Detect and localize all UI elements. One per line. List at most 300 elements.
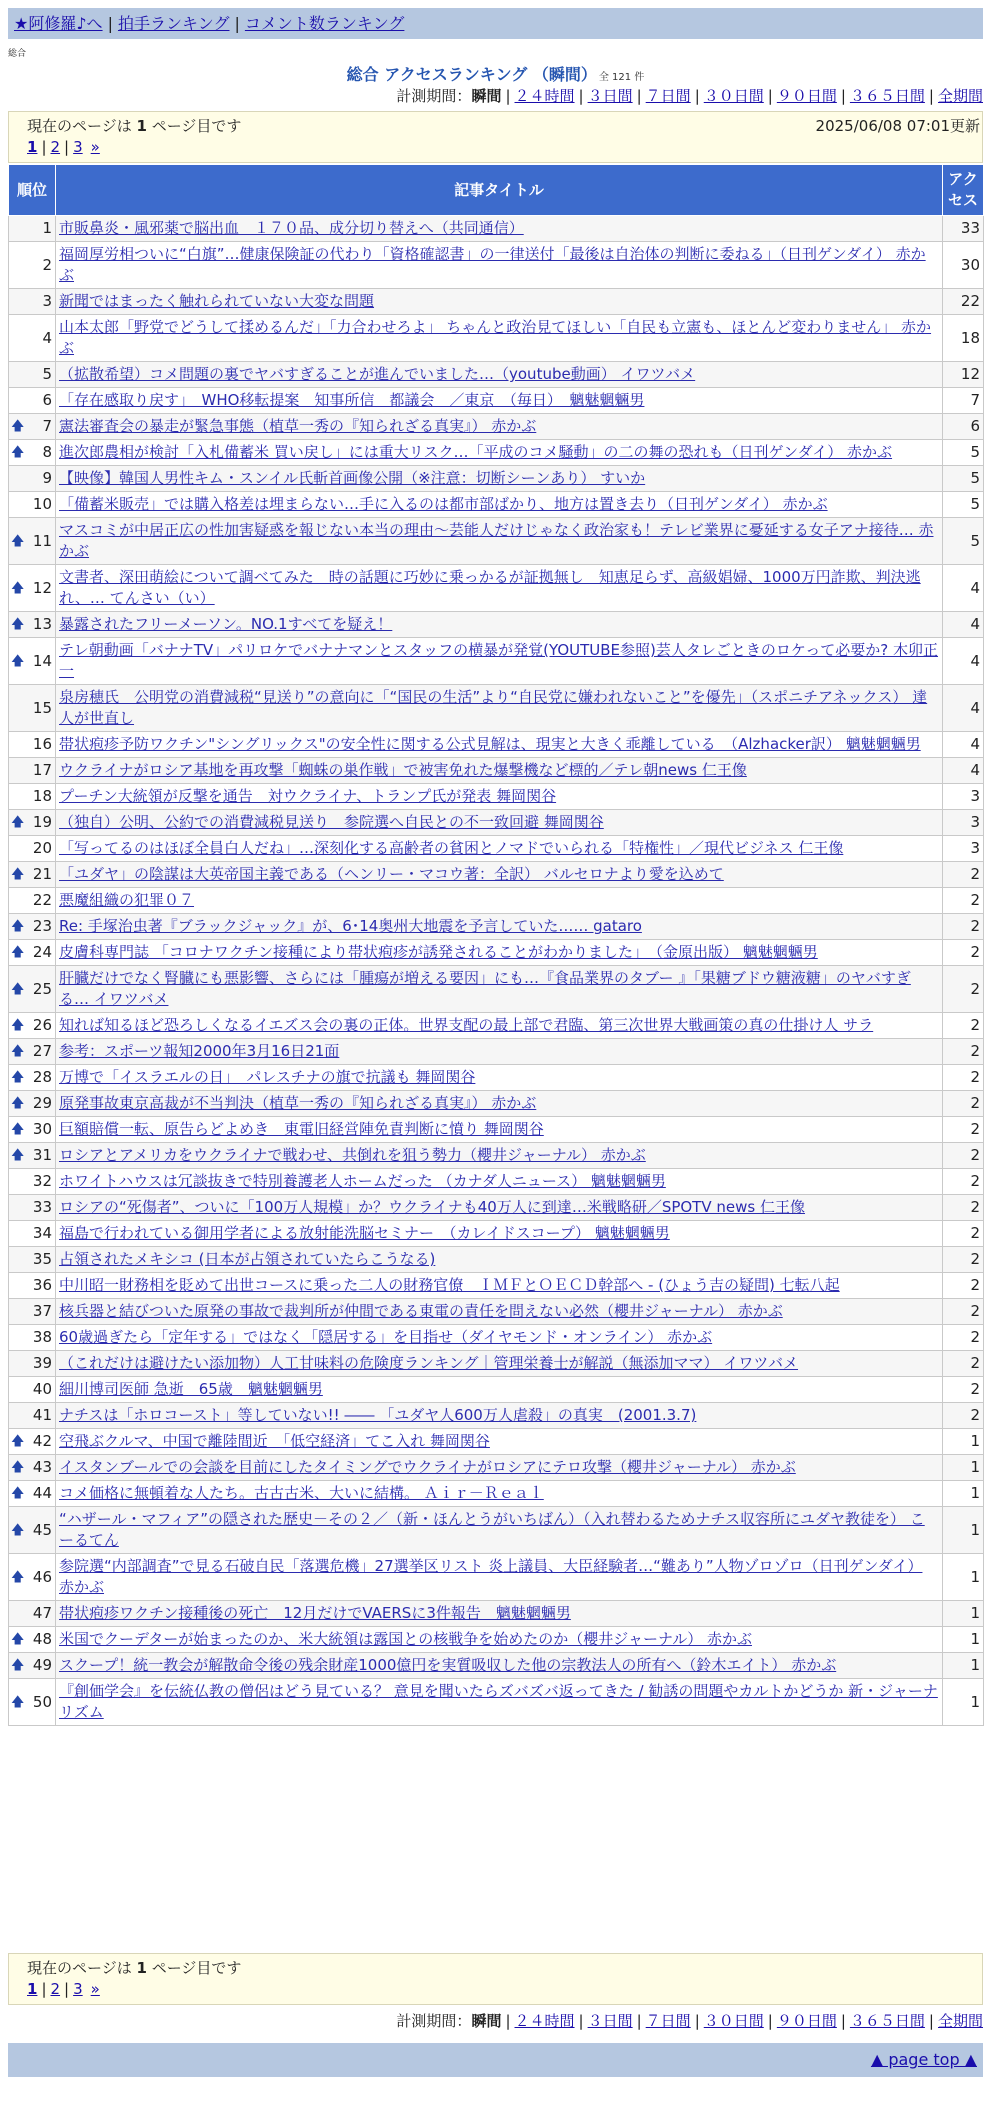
rank-cell [9,862,56,888]
rank-number: 46 [32,1567,52,1586]
table-row [9,810,984,836]
up-arrow-icon: 🡅 [11,919,25,934]
article-link[interactable]: 米国でクーデターが始まったのか、米大統領は露国との核戦争を始めたのか（櫻井ジャーナル） 赤かぶ [59,1630,752,1648]
article-link[interactable]: 帯状疱疹ワクチン接種後の死亡 12月だけでVAERSに3件報告 魑魅魍魎男 [59,1604,571,1622]
period-selector-bottom: 計測期間：瞬間 | ２４時間 | ３日間 | ７日間 | ３０日間 | ９０日間 | ３６５日間 | 全期間 [396,2012,983,2030]
table-row [9,1039,984,1065]
table-row [9,466,984,492]
up-arrow-icon: 🡅 [11,419,25,434]
period-link-365d[interactable]: ３６５日間 [849,2012,925,2030]
rank-cell [9,1679,56,1726]
rank-number: 15 [32,698,52,717]
table-row [9,1169,984,1195]
up-arrow-icon: 🡅 [11,653,25,669]
updated-time: 2025/06/08 07:01更新 [815,117,980,135]
table-row [9,1143,984,1169]
rank-number: 14 [32,651,52,670]
table-row [9,1601,984,1627]
title-cell [56,315,943,362]
article-link[interactable]: ホワイトハウスは冗談抜きで特別養護老人ホームだった （カナダ人ニュース） 魑魅魍魎男 [59,1172,666,1190]
article-link[interactable]: 山本太郎「野党でどうして揉めるんだ」「力合わせろよ」 ちゃんと政治見てほしい「自民も立憲も、ほとんど変わりません」 赤かぶ [59,318,932,357]
access-count: 2 [943,940,984,966]
period-selector-top: 計測期間：瞬間 | ２４時間 | ３日間 | ７日間 | ３０日間 | ９０日間 | ３６５日間 | 全期間 [396,87,983,105]
page-links: 1 | 2 | 3 » [27,1980,100,1998]
up-arrow-icon: 🡅 [11,1486,25,1501]
article-link[interactable]: （独自）公明、公約での消費減税見送り 参院選へ自民との不一致回避 舞岡関谷 [59,813,604,831]
period-link-30d[interactable]: ３０日間 [703,87,764,105]
article-link[interactable]: 「写ってるのはほぼ全員白人だね」…深刻化する高齢者の貧困とノマドでいられる「特権性」／現代ビジネス 仁王像 [59,839,844,857]
up-arrow-icon: 🡅 [11,1096,25,1111]
period-link-7d[interactable]: ７日間 [645,87,691,105]
rank-cell [9,1429,56,1455]
article-link[interactable]: イスタンブールでの会談を目前にしたタイミングでウクライナがロシアにテロ攻撃（櫻井ジャーナル） 赤かぶ [59,1458,796,1476]
rank-number: 26 [32,1016,52,1034]
page-link-3[interactable]: 3 [73,138,83,156]
title-cell [56,216,943,242]
title-cell [56,1013,943,1039]
access-count: 2 [943,1065,984,1091]
period-link-365d[interactable]: ３６５日間 [849,87,925,105]
rank-cell [9,1627,56,1653]
up-arrow-icon: 🡅 [11,1122,25,1137]
article-link[interactable]: 中川昭一財務相を貶めて出世コースに乗った二人の財務官僚 ＩＭＦとＯＥＣＤ幹部へ - (ひょう吉の疑問) 七転八起 [59,1276,840,1294]
up-arrow-icon: 🡅 [11,1460,25,1475]
rank-cell [9,1039,56,1065]
table-row [9,1429,984,1455]
access-count: 2 [943,1169,984,1195]
table-row [9,414,984,440]
title-cell [56,1247,943,1273]
access-count: 2 [943,966,984,1013]
rank-cell [9,888,56,914]
rank-number: 49 [32,1656,52,1674]
title-cell [56,914,943,940]
rank-cell [9,1273,56,1299]
rank-cell [9,466,56,492]
table-row [9,862,984,888]
rank-cell [9,966,56,1013]
up-arrow-icon: 🡅 [11,1522,25,1538]
title-cell [56,1325,943,1351]
article-link[interactable]: プーチン大統領が反撃を通告 対ウクライナ、トランプ氏が発表 舞岡関谷 [59,787,557,805]
table-row [9,732,984,758]
title-cell [56,1169,943,1195]
access-count: 2 [943,1325,984,1351]
rank-number: 22 [32,891,52,909]
article-link[interactable]: 帯状疱疹予防ワクチン"シングリックス"の安全性に関する公式見解は、現実と大きく乖離している （Alzhacker訳） 魑魅魍魎男 [59,735,921,753]
rank-cell [9,289,56,315]
table-row [9,518,984,565]
rank-cell [9,1091,56,1117]
access-count: 30 [943,242,984,289]
table-row [9,492,984,518]
rank-number: 45 [32,1520,52,1539]
up-arrow-icon: 🡅 [11,1018,25,1033]
breadcrumb: 総合 [8,49,27,59]
rank-cell [9,1554,56,1601]
page-link-3[interactable]: 3 [73,1980,83,1998]
access-count: 3 [943,784,984,810]
access-count: 33 [943,216,984,242]
access-count: 2 [943,1117,984,1143]
article-link[interactable]: 知れば知るほど恐ろしくなるイエズス会の裏の正体。世界支配の最上部で君臨、第三次世界大戦画策の真の仕掛け人 サラ [59,1016,874,1034]
title-cell [56,685,943,732]
table-row [9,784,984,810]
page-status: 現在のページは 1 ページ目です [27,1959,242,1977]
article-link[interactable]: 参考：スポーツ報知2000年3月16日21面 [59,1042,340,1060]
title-cell [56,466,943,492]
up-arrow-icon: 🡅 [11,580,25,596]
rank-cell [9,784,56,810]
table-row [9,1325,984,1351]
article-link[interactable]: 巨額賠償一転、原告らどよめき 東電旧経営陣免責判断に憤り 舞岡関谷 [59,1120,544,1138]
up-arrow-icon: 🡅 [11,1070,25,1085]
title-cell [56,414,943,440]
title-cell [56,492,943,518]
title-cell [56,1377,943,1403]
rank-number: 6 [42,391,52,409]
article-link[interactable]: 福島で行われている御用学者による放射能洗脳セミナー （カレイドスコープ） 魑魅魍魎男 [59,1224,670,1242]
rank-number: 34 [32,1224,52,1242]
rank-cell [9,1195,56,1221]
col-header-rank: 順位 [9,165,56,216]
rank-number: 18 [32,787,52,805]
table-row [9,1195,984,1221]
rank-cell [9,1377,56,1403]
rank-number: 35 [32,1250,52,1268]
table-row [9,1273,984,1299]
article-link[interactable]: 肝臓だけでなく腎臓にも悪影響、さらには「腫瘍が増える要因」にも…『食品業界のタブー 』「果糖ブドウ糖液糖」のヤバすぎる… イワツバメ [59,969,911,1008]
article-link[interactable]: “ハザール・マフィア”の隠された歴史－その２／（新・ほんとうがいちばん）（入れ替わるためナチス収容所にユダヤ教徒を） こーるてん [59,1510,925,1549]
rank-number: 36 [32,1276,52,1294]
nav-link-asyura[interactable]: ★阿修羅♪へ [14,14,103,33]
table-row [9,1351,984,1377]
title-cell [56,1429,943,1455]
col-header-title: 記事タイトル [56,165,943,216]
rank-cell [9,1143,56,1169]
article-link[interactable]: 『創価学会』を伝統仏教の僧侶はどう見ている？ 意見を聞いたらズバズバ返ってきた / 勧誘の問題やカルトかどうか 新・ジャーナリズム [59,1682,938,1721]
table-row [9,612,984,638]
access-count: 1 [943,1601,984,1627]
period-link-30d[interactable]: ３０日間 [703,2012,764,2030]
access-count: 6 [943,414,984,440]
table-row [9,888,984,914]
title-cell [56,1039,943,1065]
access-count: 2 [943,1143,984,1169]
access-count: 4 [943,732,984,758]
title-cell [56,1507,943,1554]
rank-number: 3 [42,292,52,310]
title-cell [56,388,943,414]
table-row [9,685,984,732]
title-cell [56,1403,943,1429]
period-link-24h[interactable]: ２４時間 [514,2012,575,2030]
title-cell [56,242,943,289]
article-link[interactable]: マスコミが中居正広の性加害疑惑を報じない本当の理由〜芸能人だけじゃなく政治家も！テレビ業界に憂延する女子アナ接待… 赤かぶ [59,521,934,560]
article-link[interactable]: ロシアの“死傷者”、ついに「100万人規模」か？ウクライナも40万人に到達…米戦略研／SPOTV news 仁王像 [59,1198,805,1216]
table-row [9,216,984,242]
article-link[interactable]: ロシアとアメリカをウクライナで戦わせ、共倒れを狙う勢力（櫻井ジャーナル） 赤かぶ [59,1146,646,1164]
rank-cell [9,1169,56,1195]
rank-number: 1 [42,219,52,237]
up-arrow-icon: 🡅 [11,1569,25,1585]
rank-cell [9,1065,56,1091]
nav-separator: | [107,14,113,33]
rank-number: 21 [32,865,52,883]
up-arrow-icon: 🡅 [11,1694,25,1710]
up-arrow-icon: 🡅 [11,1148,25,1163]
article-link[interactable]: 進次郎農相が検討「入札備蓄米 買い戻し」には重大リスク…「平成のコメ騒動」の二の舞の恐れも（日刊ゲンダイ） 赤かぶ [59,443,893,461]
rank-number: 20 [32,839,52,857]
article-link[interactable]: 新聞ではまったく触れられていない大変な問題 [59,292,375,310]
article-link[interactable]: 悪魔組織の犯罪０７ [59,891,195,909]
table-row [9,1117,984,1143]
table-row [9,565,984,612]
article-link[interactable]: テレ朝動画「バナナTV」パリロケでバナナマンとスタッフの横暴が発覚(YOUTUBE参照)芸人タレごときのロケって必要か? 木卯正一 [59,641,939,680]
nav-separator: | [234,14,240,33]
access-count: 3 [943,836,984,862]
rank-cell [9,758,56,784]
article-link[interactable]: ナチスは「ホロコースト」等していない!! ―― 「ユダヤ人600万人虐殺」の真実 (2001.3.7) [59,1406,697,1424]
page-link-current[interactable]: 1 [27,138,38,156]
article-link[interactable]: 万博で「イスラエルの日」 パレスチナの旗で抗議も 舞岡関谷 [59,1068,476,1086]
title-cell [56,862,943,888]
title-cell [56,1143,943,1169]
rank-cell [9,1299,56,1325]
table-row [9,836,984,862]
article-link[interactable]: 【映像】韓国人男性キム・スンイル氏斬首画像公開（※注意：切断シーンあり） すいか [59,469,646,487]
article-link[interactable]: 「存在感取り戻す」 WHO移転提案 知事所信 都議会 ／東京 （毎日） 魑魅魍魎男 [59,391,645,409]
article-link[interactable]: スクープ！統一教会が解散命令後の残余財産1000億円を実質吸収した他の宗教法人の所有へ（鈴木エイト） 赤かぶ [59,1656,837,1674]
access-count: 1 [943,1429,984,1455]
up-arrow-icon: 🡅 [11,1044,25,1059]
rank-number: 40 [32,1380,52,1398]
rank-cell [9,1325,56,1351]
nav-link-comment-ranking[interactable]: コメント数ランキング [244,14,405,33]
page-title [0,62,991,85]
article-link[interactable]: 原発事故東京高裁が不当判決（植草一秀の『知られざる真実』） 赤かぶ [59,1094,537,1112]
article-link[interactable]: 泉房穂氏 公明党の消費減税“見送り”の意向に「“国民の生活”より“自民党に嫌われないこと”を優先」（スポニチアネックス） 達人が世直し [59,688,928,727]
access-count: 2 [943,1351,984,1377]
table-row [9,966,984,1013]
page-status: 現在のページは 1 ページ目です [27,117,242,135]
up-arrow-icon: 🡅 [11,445,25,460]
article-link[interactable]: 参院選“内部調査”で見る石破自民「落選危機」27選挙区リスト 炎上議員、大臣経験者…“難あり”人物ゾロゾロ（日刊ゲンダイ） 赤かぶ [59,1557,923,1596]
article-link[interactable]: 市販鼻炎・風邪薬で脳出血 １７０品、成分切り替えへ（共同通信） [59,219,524,237]
rank-number: 44 [32,1484,52,1502]
rank-cell [9,914,56,940]
table-row [9,1247,984,1273]
rank-cell [9,685,56,732]
title-cell [56,518,943,565]
rank-cell [9,732,56,758]
rank-number: 37 [32,1302,52,1320]
access-count: 1 [943,1481,984,1507]
period-label: 計測期間： [396,2012,472,2030]
page-link-current[interactable]: 1 [27,1980,38,1998]
title-cell [56,758,943,784]
rank-cell [9,518,56,565]
rank-number: 28 [32,1068,52,1086]
article-link[interactable]: コメ価格に無頓着な人たち。古古古米、大いに結構。 Ａｉｒ－Ｒｅａｌ [59,1484,544,1502]
article-link[interactable]: 核兵器と結びついた原発の事故で裁判所が仲間である東電の責任を問えない必然（櫻井ジャーナル） 赤かぶ [59,1302,783,1320]
article-link[interactable]: 「ユダヤ」の陰謀は大英帝国主義である（ヘンリー・マコウ著：全訳） バルセロナより愛を込めて [59,865,724,883]
title-cell [56,966,943,1013]
rank-number: 8 [42,443,52,461]
period-link-90d[interactable]: ９０日間 [776,2012,837,2030]
total-count: 全 121 件 [598,72,645,83]
period-link-all[interactable]: 全期間 [937,87,983,105]
access-count: 4 [943,612,984,638]
rank-number: 29 [32,1094,52,1112]
up-arrow-icon: 🡅 [11,981,25,997]
table-row [9,242,984,289]
table-row [9,1481,984,1507]
article-link[interactable]: 福岡厚労相ついに“白旗”…健康保険証の代わり「資格確認書」の一律送付「最後は自治体の判断に委ねる」（日刊ゲンダイ） 赤かぶ [59,245,926,284]
rank-cell [9,612,56,638]
rank-number: 25 [32,979,52,998]
rank-number: 38 [32,1328,52,1346]
period-link-3d[interactable]: ３日間 [587,87,633,105]
table-row [9,1653,984,1679]
col-header-access: アクセス [943,165,984,216]
article-link[interactable]: Re: 手塚治虫著『ブラックジャック』が、6･14奥州大地震を予言していた…… gataro [59,917,642,935]
rank-cell [9,1221,56,1247]
period-link-7d[interactable]: ７日間 [645,2012,691,2030]
article-link[interactable]: 60歳過ぎたら「定年する」ではなく「隠居する」を目指せ（ダイヤモンド・オンライン） 赤かぶ [59,1328,713,1346]
access-count: 4 [943,638,984,685]
rank-cell [9,440,56,466]
access-count: 2 [943,1039,984,1065]
table-row [9,914,984,940]
access-count: 1 [943,1653,984,1679]
rank-cell [9,638,56,685]
rank-number: 19 [32,813,52,831]
table-row [9,1221,984,1247]
up-arrow-icon: 🡅 [11,617,25,632]
period-current: 瞬間 [471,2012,502,2030]
article-link[interactable]: （拡散希望）コメ問題の裏でヤバすぎることが進んでいました…（youtube動画） イワツバメ [59,365,696,383]
page-link-next[interactable]: » [90,138,100,156]
table-row [9,362,984,388]
rank-cell [9,1507,56,1554]
article-link[interactable]: ウクライナがロシア基地を再攻撃「蜘蛛の巣作戦」で被害免れた爆撃機など標的／テレ朝news 仁王像 [59,761,747,779]
page-top-link[interactable]: ▲ page top ▲ [870,2050,977,2069]
access-count: 5 [943,518,984,565]
period-link-24h[interactable]: ２４時間 [514,87,575,105]
table-row [9,1377,984,1403]
rank-cell [9,1601,56,1627]
title-cell [56,1195,943,1221]
access-count: 2 [943,914,984,940]
article-link[interactable]: 空飛ぶクルマ、中国で離陸間近 「低空経済」てこ入れ 舞岡関谷 [59,1432,490,1450]
access-count: 2 [943,888,984,914]
rank-cell [9,1403,56,1429]
page-link-next[interactable]: » [90,1980,100,1998]
table-row [9,1299,984,1325]
access-count: 1 [943,1455,984,1481]
rank-number: 12 [32,578,52,597]
table-row [9,1507,984,1554]
rank-number: 39 [32,1354,52,1372]
access-count: 18 [943,315,984,362]
title-cell [56,1653,943,1679]
article-link[interactable]: 憲法審査会の暴走が緊急事態（植草一秀の『知られざる真実』） 赤かぶ [59,417,537,435]
title-cell [56,638,943,685]
up-arrow-icon: 🡅 [11,815,25,830]
article-link[interactable]: 占領されたメキシコ (日本が占領されていたらこうなる) [59,1250,436,1268]
table-row [9,1403,984,1429]
title-cell [56,1679,943,1726]
page-link-2[interactable]: 2 [50,1980,61,1998]
rank-number: 11 [32,531,52,550]
article-link[interactable]: （これだけは避けたい添加物）人工甘味料の危険度ランキング｜管理栄養士が解説（無添加ママ） イワツバメ [59,1354,799,1372]
rank-number: 23 [32,917,52,935]
article-link[interactable]: 「備蓄米販売」では購入格差は埋まらない…手に入るのは都市部ばかり、地方は置き去り（日刊ゲンダイ） 赤かぶ [59,495,828,513]
access-count: 2 [943,1299,984,1325]
page-title-text: 総合 アクセスランキング （瞬間） [346,65,597,84]
period-link-90d[interactable]: ９０日間 [776,87,837,105]
access-count: 2 [943,1403,984,1429]
table-row [9,1455,984,1481]
title-cell [56,289,943,315]
access-count: 4 [943,685,984,732]
access-count: 4 [943,758,984,784]
title-cell [56,1554,943,1601]
title-cell [56,565,943,612]
page-link-2[interactable]: 2 [50,138,61,156]
rank-number: 41 [32,1406,52,1424]
rank-number: 33 [32,1198,52,1216]
period-link-3d[interactable]: ３日間 [587,2012,633,2030]
rank-cell [9,1013,56,1039]
article-link[interactable]: 文書者、深田萌絵について調べてみた 時の話題に巧妙に乗っかるが証拠無し 知恵足らず、高級娼婦、1000万円詐欺、判決逃れ、… てんさい（い） [59,568,921,607]
rank-cell [9,1653,56,1679]
ranking-table [8,164,984,1726]
title-cell [56,1091,943,1117]
period-label: 計測期間： [396,87,472,105]
article-link[interactable]: 細川博司医師 急逝 65歳 魑魅魍魎男 [59,1380,323,1398]
up-arrow-icon: 🡅 [11,1434,25,1449]
rank-number: 4 [42,328,52,347]
rank-number: 43 [32,1458,52,1476]
title-cell [56,362,943,388]
access-count: 22 [943,289,984,315]
title-cell [56,1627,943,1653]
table-header [9,165,984,216]
nav-link-applause-ranking[interactable]: 拍手ランキング [117,14,230,33]
rank-number: 47 [32,1604,52,1622]
rank-cell [9,315,56,362]
article-link[interactable]: 暴露されたフリーメーソン。NO.1すべてを疑え！ [59,615,393,633]
top-navigation [8,8,983,39]
rank-cell [9,940,56,966]
article-link[interactable]: 皮膚科専門誌 「コロナワクチン接種により帯状疱疹が誘発されることがわかりました」 （金原出版） 魑魅魍魎男 [59,943,818,961]
rank-cell [9,216,56,242]
table-row [9,758,984,784]
up-arrow-icon: 🡅 [11,1658,25,1673]
title-cell [56,1455,943,1481]
access-count: 7 [943,388,984,414]
access-count: 2 [943,1091,984,1117]
period-link-all[interactable]: 全期間 [937,2012,983,2030]
rank-cell [9,836,56,862]
rank-number: 2 [42,255,52,274]
rank-number: 30 [32,1120,52,1138]
title-cell [56,732,943,758]
title-cell [56,1065,943,1091]
title-cell [56,888,943,914]
